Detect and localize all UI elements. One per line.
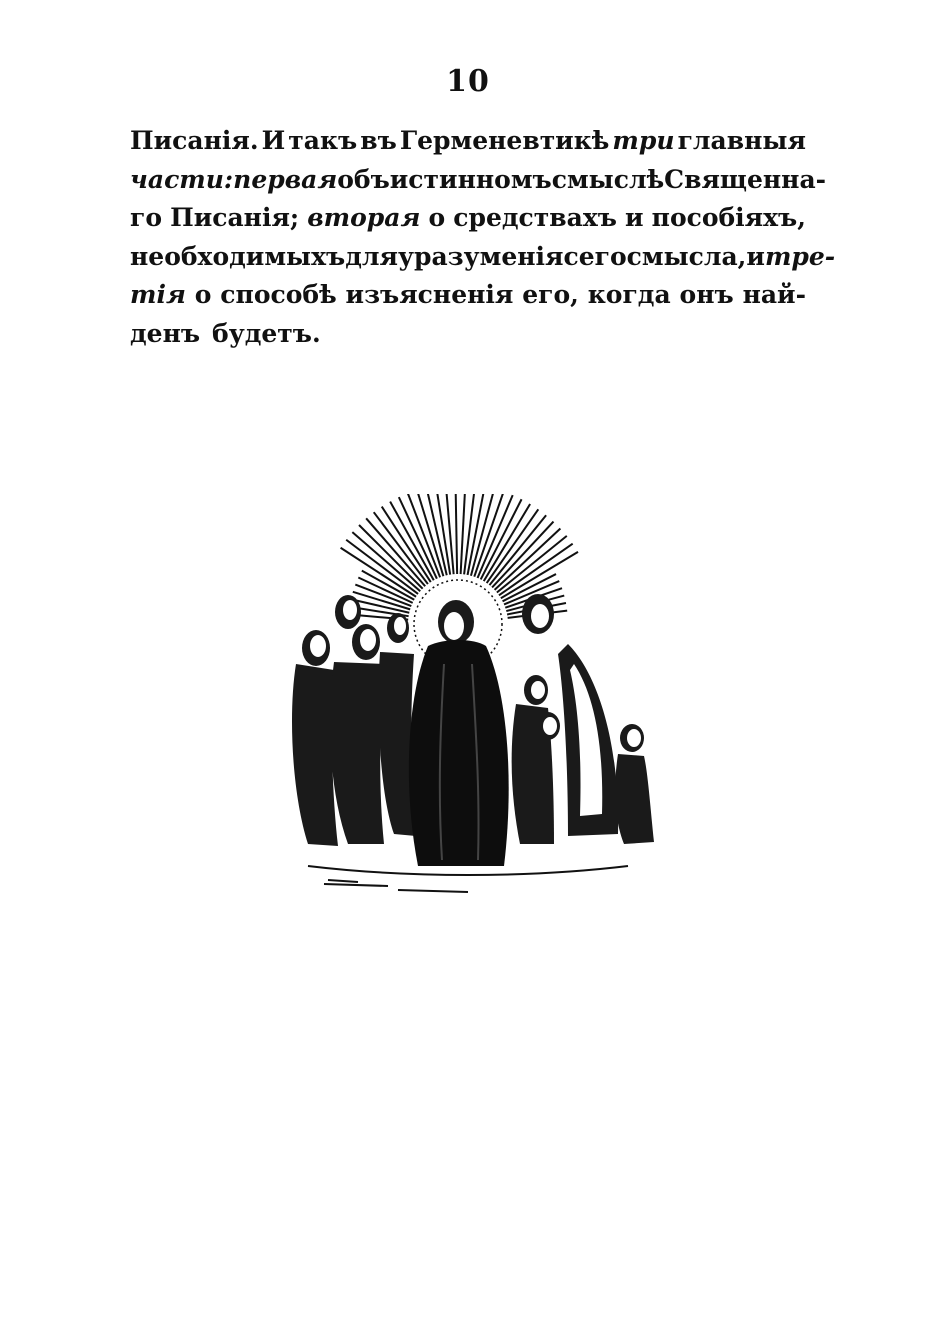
word: первая <box>233 164 338 194</box>
text-line <box>130 126 806 165</box>
text-line <box>130 203 806 242</box>
word: И <box>261 126 286 155</box>
text-line <box>130 280 806 319</box>
word: го <box>130 203 162 232</box>
word: най- <box>742 280 806 309</box>
word: тре- <box>764 241 836 271</box>
word: и <box>746 241 765 271</box>
word: смыслѣ <box>551 164 665 194</box>
word: объ <box>337 164 390 194</box>
ground-hatching <box>308 866 628 892</box>
word: уразуменія <box>397 241 564 271</box>
word: необходимыхъ <box>130 241 346 271</box>
text-line <box>130 241 836 281</box>
text-line <box>130 319 806 358</box>
word: смысла, <box>626 241 747 271</box>
word: средствахъ <box>453 203 617 232</box>
word: части: <box>130 164 234 194</box>
word: тія <box>130 280 186 309</box>
word: будетъ. <box>212 318 321 348</box>
word: его, <box>522 280 579 309</box>
word: три <box>612 126 675 155</box>
word: сего <box>563 241 627 271</box>
word: такъ <box>288 126 358 155</box>
word: пособіяхъ, <box>651 203 806 232</box>
word: Писанія; <box>170 203 300 232</box>
word: способѣ <box>220 280 337 309</box>
word: онъ <box>679 280 734 309</box>
word: въ <box>360 126 397 155</box>
word: Писанія. <box>130 126 259 155</box>
word: главныя <box>677 126 806 155</box>
word: денъ <box>130 318 201 348</box>
text-line <box>130 164 827 204</box>
word: когда <box>587 280 671 309</box>
word: для <box>345 241 398 271</box>
word: вторая <box>307 203 421 232</box>
body-text <box>130 126 836 357</box>
engraving-christ-with-crowd-icon <box>268 494 668 906</box>
word: о <box>428 203 446 232</box>
word: Священна- <box>664 164 827 194</box>
page-number: 10 <box>446 64 490 99</box>
word: изъясненія <box>345 280 514 309</box>
word: о <box>194 280 212 309</box>
word: и <box>625 203 644 232</box>
word: истинномъ <box>389 164 552 194</box>
word: Герменевтикѣ <box>399 126 610 155</box>
